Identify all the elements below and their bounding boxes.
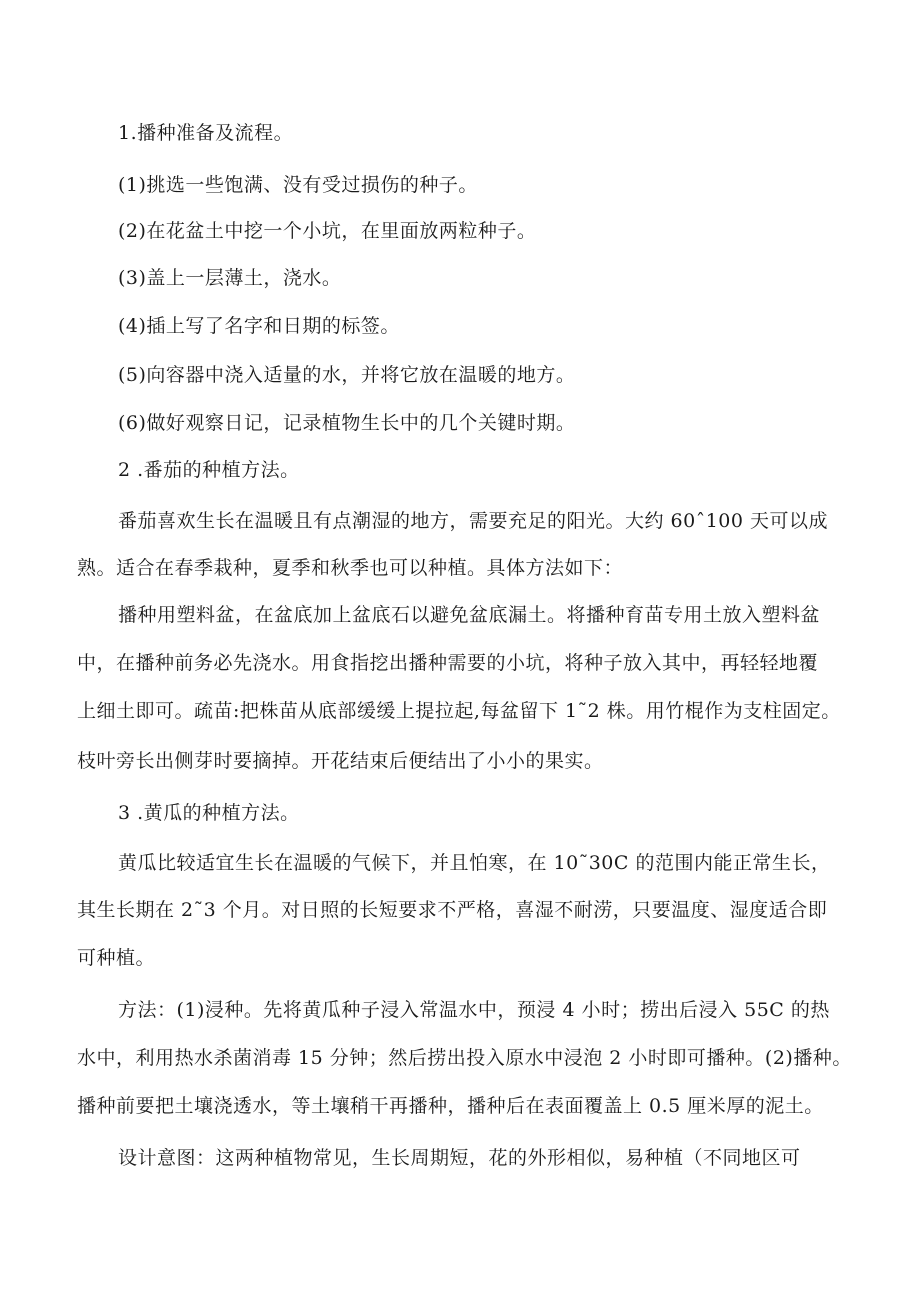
tomato-para2-line: 上细土即可。疏苗:把株苗从底部缓缓上提拉起,每盆留下 1˜2 株。用竹棍作为支柱固定。	[77, 700, 841, 722]
tomato-para2-line: 中，在播种前务必先浇水。用食指挖出播种需要的小坑，将种子放入其中，再轻轻地覆	[77, 652, 819, 674]
design-intent-line: 设计意图：这两种植物常见，生长周期短，花的外形相似，易种植（不同地区可	[118, 1147, 801, 1169]
section-heading-sowing: 1.播种准备及流程。	[118, 122, 294, 144]
cucumber-para2-line: 方法：(1)浸种。先将黄瓜种子浸入常温水中，预浸 4 小时；捞出后浸入 55C 的热	[118, 999, 830, 1021]
tomato-para2-line: 枝叶旁长出侧芽时要摘掉。开花结束后便结出了小小的果实。	[77, 750, 604, 772]
tomato-para1-line: 番茄喜欢生长在温暖且有点潮湿的地方，需要充足的阳光。大约 60ˆ100 天可以成	[118, 510, 829, 532]
cucumber-para1-line: 黄瓜比较适宜生长在温暖的气候下，并且怕寒，在 10˜30C 的范围内能正常生长，	[118, 852, 831, 874]
cucumber-para2-line: 播种前要把土壤浇透水，等土壤稍干再播种，播种后在表面覆盖上 0.5 厘米厚的泥土。	[77, 1095, 824, 1117]
tomato-para2-line: 播种用塑料盆，在盆底加上盆底石以避免盆底漏土。将播种育苗专用土放入塑料盆	[118, 604, 821, 626]
section-heading-cucumber: 3 .黄瓜的种植方法。	[118, 802, 300, 824]
step-2: (2)在花盆土中挖一个小坑，在里面放两粒种子。	[118, 220, 537, 242]
cucumber-para2-line: 水中，利用热水杀菌消毒 15 分钟；然后捞出投入原水中浸泡 2 小时即可播种。(2)播种。	[77, 1047, 852, 1069]
cucumber-para1-line: 其生长期在 2˜3 个月。对日照的长短要求不严格，喜湿不耐涝，只要温度、湿度适合即	[77, 899, 828, 921]
section-heading-tomato: 2 .番茄的种植方法。	[118, 459, 300, 481]
step-1: (1)挑选一些饱满、没有受过损伤的种子。	[118, 174, 478, 196]
cucumber-para1-line: 可种植。	[77, 947, 156, 969]
step-3: (3)盖上一层薄土，浇水。	[118, 267, 342, 289]
step-5: (5)向容器中浇入适量的水，并将它放在温暖的地方。	[118, 364, 576, 386]
step-6: (6)做好观察日记，记录植物生长中的几个关键时期。	[118, 412, 576, 434]
step-4: (4)插上写了名字和日期的标签。	[118, 315, 400, 337]
tomato-para1-line: 熟。适合在春季栽种，夏季和秋季也可以种植。具体方法如下：	[77, 557, 624, 579]
